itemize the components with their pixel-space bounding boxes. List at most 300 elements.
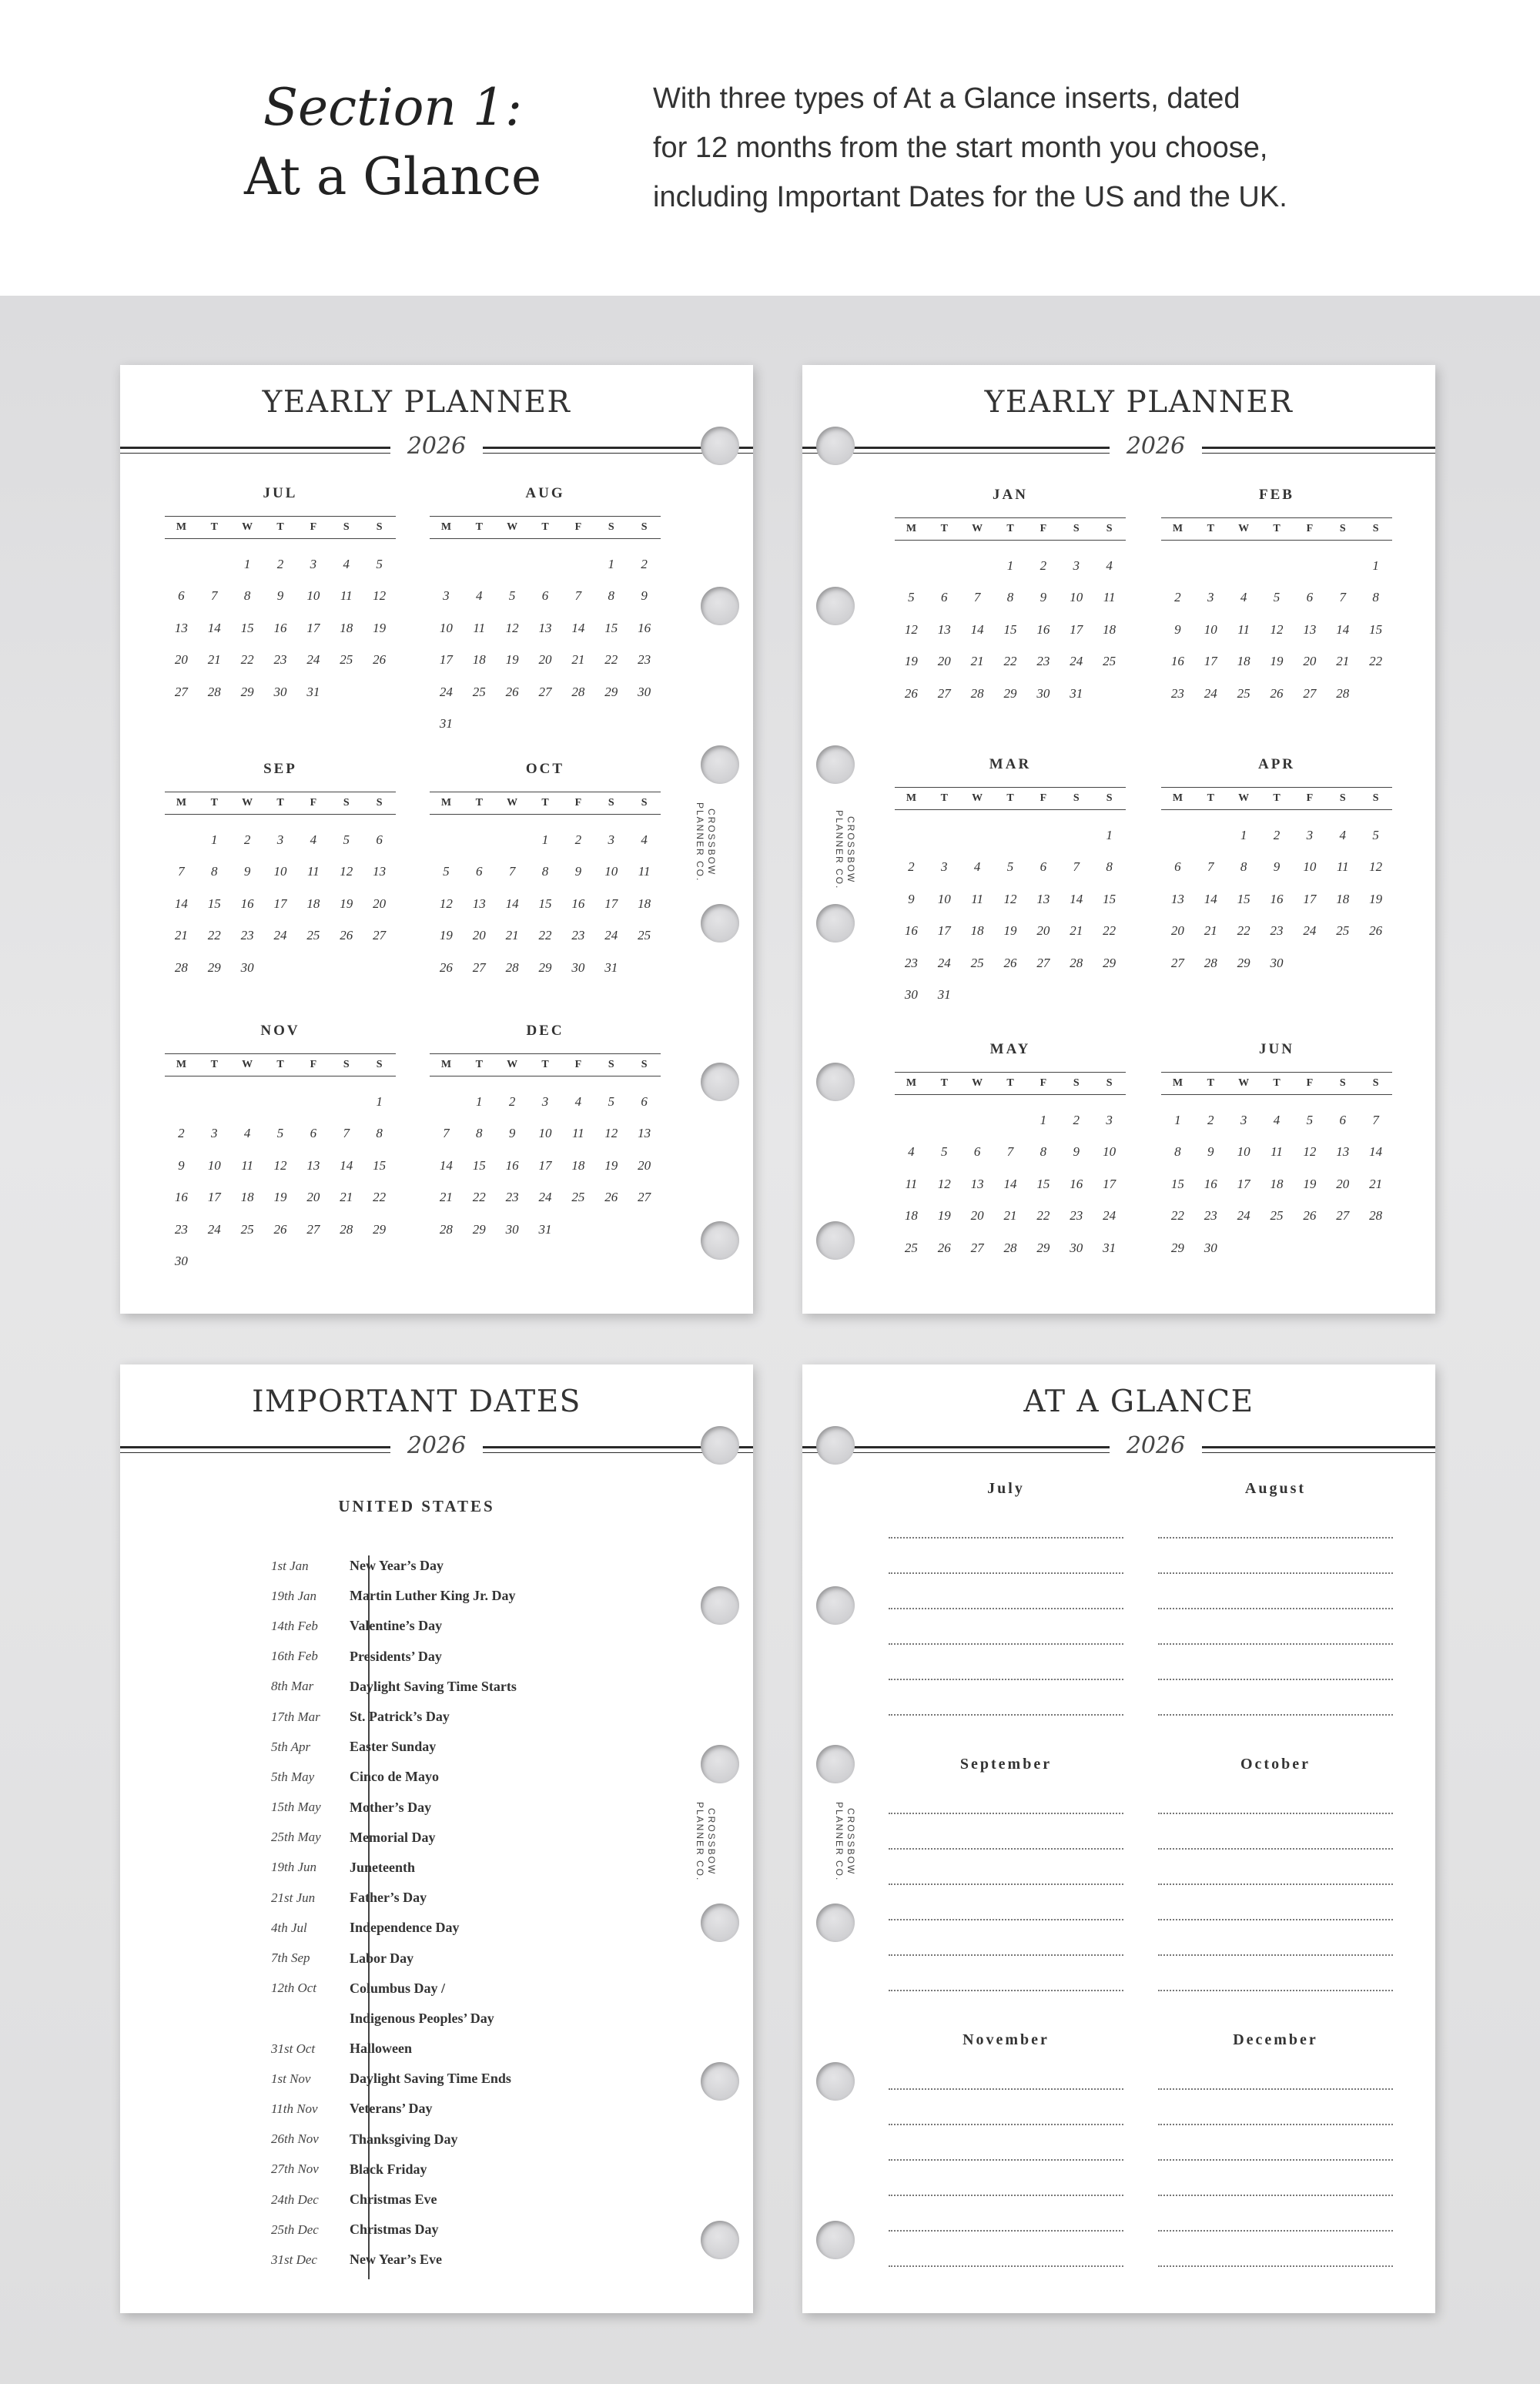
writing-line <box>1158 2161 1393 2196</box>
day-number: 26 <box>1270 685 1284 701</box>
day-number: 11 <box>1336 859 1349 875</box>
day-number: 15 <box>1003 621 1017 637</box>
day-number: 10 <box>1303 859 1317 875</box>
day-number: 26 <box>904 685 918 701</box>
day-number: 27 <box>638 1190 651 1205</box>
day-number: 22 <box>373 1190 387 1205</box>
day-number: 4 <box>243 1126 251 1141</box>
glance-month-november <box>889 2031 1123 2267</box>
week-row <box>165 1086 396 1118</box>
weekday-label: T <box>1006 792 1014 804</box>
punch-hole <box>816 427 855 465</box>
day-number: 30 <box>240 959 254 975</box>
day-number: 27 <box>1170 955 1184 970</box>
day-number: 22 <box>1103 923 1116 939</box>
weekday-label: T <box>1207 792 1214 804</box>
important-dates-list <box>271 1551 633 2275</box>
holiday-name: Columbus Day / <box>350 1980 446 1996</box>
day-number: 29 <box>240 684 254 699</box>
holiday-name: New Year’s Eve <box>350 2252 442 2268</box>
day-number: 11 <box>306 864 320 879</box>
weekday-label: W <box>242 1059 253 1070</box>
month-calendar-mar <box>895 756 1126 1011</box>
week-row <box>1161 1200 1392 1233</box>
day-number: 19 <box>439 928 453 943</box>
day-number: 3 <box>211 1126 218 1141</box>
important-date-row <box>271 1943 633 1973</box>
weekday-label: F <box>1040 792 1047 804</box>
day-number: 8 <box>1372 590 1379 605</box>
punch-hole <box>701 1221 739 1260</box>
weekday-label: S <box>1106 1077 1113 1089</box>
weekday-label: M <box>1172 523 1183 534</box>
day-number: 22 <box>1369 654 1383 669</box>
week-row <box>430 1118 661 1150</box>
brand-mark: CROSSBOW PLANNER CO. <box>695 802 717 882</box>
week-row <box>895 614 1126 646</box>
day-number: 24 <box>937 955 951 970</box>
month-name: JAN <box>993 487 1028 503</box>
day-number: 8 <box>243 588 251 604</box>
day-number: 1 <box>1174 1112 1181 1127</box>
weekday-label: M <box>440 1059 452 1070</box>
day-number: 28 <box>1070 955 1083 970</box>
day-number: 13 <box>174 620 188 635</box>
day-number: 26 <box>273 1221 287 1237</box>
week-row <box>430 856 661 889</box>
day-number: 19 <box>373 620 387 635</box>
day-number: 30 <box>505 1221 519 1237</box>
day-number: 21 <box>439 1190 453 1205</box>
holiday-name: Indigenous Peoples’ Day <box>350 2010 494 2026</box>
day-number: 17 <box>604 896 618 911</box>
day-number: 14 <box>174 896 188 911</box>
day-number: 21 <box>1336 654 1350 669</box>
weekday-label: T <box>1273 792 1281 804</box>
weekday-label: S <box>1339 792 1346 804</box>
day-number: 25 <box>970 955 984 970</box>
glance-month-september <box>889 1756 1123 1991</box>
punch-hole <box>816 2221 855 2259</box>
weekday-label: F <box>574 521 582 533</box>
week-row <box>430 1086 661 1118</box>
weekday-label: S <box>1073 1077 1080 1089</box>
day-number: 13 <box>937 621 951 637</box>
weekday-label: T <box>276 797 284 809</box>
holiday-date: 24th Dec <box>271 2191 319 2207</box>
day-number: 18 <box>1237 654 1250 669</box>
glance-month-name: July <box>987 1480 1025 1497</box>
writing-line <box>1158 2232 1393 2267</box>
weekday-label: T <box>475 797 483 809</box>
glance-month-name: November <box>962 2031 1050 2048</box>
writing-line <box>1158 2054 1393 2090</box>
day-number: 28 <box>1204 955 1217 970</box>
holiday-name: Presidents’ Day <box>350 1648 442 1664</box>
week-row <box>430 645 661 677</box>
day-number: 3 <box>1106 1112 1113 1127</box>
day-number: 16 <box>1070 1176 1083 1191</box>
punch-hole <box>816 587 855 625</box>
holiday-date: 25th Dec <box>271 2222 319 2237</box>
day-number: 10 <box>306 588 320 604</box>
day-number: 9 <box>178 1157 185 1173</box>
day-number: 2 <box>641 556 648 571</box>
important-date-row <box>271 1762 633 1792</box>
day-number: 14 <box>340 1157 353 1173</box>
day-number: 1 <box>1040 1112 1047 1127</box>
day-number: 12 <box>1270 621 1284 637</box>
day-number: 12 <box>904 621 918 637</box>
day-number: 20 <box>1336 1176 1350 1191</box>
day-number: 22 <box>207 928 221 943</box>
day-number: 10 <box>1237 1144 1250 1160</box>
day-number: 18 <box>970 923 984 939</box>
day-number: 3 <box>608 832 614 847</box>
week-row <box>430 952 661 984</box>
yearly-planner-page-jan-jun <box>802 365 1435 1314</box>
weekday-header <box>430 516 661 539</box>
weekday-label: W <box>507 1059 518 1070</box>
weekday-label: S <box>376 1059 383 1070</box>
day-number: 27 <box>174 684 188 699</box>
day-number: 26 <box>373 652 387 668</box>
glance-month-august <box>1158 1480 1393 1716</box>
glance-month-name: October <box>1240 1756 1311 1773</box>
weekday-header <box>165 516 396 539</box>
holiday-date: 1st Jan <box>271 1558 309 1573</box>
day-number: 25 <box>904 1240 918 1255</box>
day-number: 18 <box>571 1157 585 1173</box>
day-number: 5 <box>908 590 915 605</box>
day-number: 24 <box>1237 1208 1250 1224</box>
day-number: 23 <box>571 928 585 943</box>
week-row <box>895 1137 1126 1169</box>
writing-line <box>889 1850 1123 1885</box>
weekday-label: S <box>1372 1077 1379 1089</box>
day-grid <box>165 824 396 984</box>
weekday-label: T <box>210 521 218 533</box>
day-number: 9 <box>508 1126 516 1141</box>
holiday-name: Independence Day <box>350 1920 460 1936</box>
day-number: 30 <box>904 987 918 1003</box>
day-number: 15 <box>373 1157 387 1173</box>
day-number: 30 <box>638 684 651 699</box>
month-name: SEP <box>263 761 297 777</box>
day-number: 18 <box>240 1190 254 1205</box>
day-number: 10 <box>273 864 287 879</box>
month-name: MAR <box>989 756 1032 772</box>
holiday-name: Juneteenth <box>350 1859 415 1875</box>
day-number: 29 <box>1103 955 1116 970</box>
writing-line <box>889 1956 1123 1991</box>
holiday-date: 5th May <box>271 1769 315 1784</box>
day-number: 8 <box>541 864 549 879</box>
day-number: 18 <box>1103 621 1116 637</box>
important-date-row <box>271 1883 633 1913</box>
month-calendar-may <box>895 1041 1126 1264</box>
day-number: 24 <box>1204 685 1217 701</box>
weekday-label: S <box>641 797 648 809</box>
writing-line <box>889 2196 1123 2232</box>
day-number: 29 <box>538 959 552 975</box>
day-number: 17 <box>1204 654 1217 669</box>
month-name: OCT <box>525 761 565 777</box>
day-number: 21 <box>571 652 585 668</box>
day-number: 6 <box>178 588 185 604</box>
weekday-label: T <box>940 1077 948 1089</box>
day-number: 9 <box>1207 1144 1214 1160</box>
day-number: 2 <box>276 556 284 571</box>
week-row <box>1161 947 1392 979</box>
holiday-date: 21st Jun <box>271 1890 316 1905</box>
day-number: 21 <box>340 1190 353 1205</box>
day-number: 9 <box>1174 621 1181 637</box>
day-number: 21 <box>1003 1208 1017 1224</box>
day-number: 19 <box>937 1208 951 1224</box>
punch-hole <box>816 1221 855 1260</box>
weekday-header <box>895 787 1126 810</box>
weekday-label: M <box>176 1059 187 1070</box>
day-number: 29 <box>1003 685 1017 701</box>
day-number: 11 <box>571 1126 584 1141</box>
day-number: 10 <box>207 1157 221 1173</box>
week-row <box>430 1214 661 1246</box>
day-number: 12 <box>1303 1144 1317 1160</box>
day-number: 23 <box>1036 654 1050 669</box>
holiday-name: Halloween <box>350 2041 412 2057</box>
important-date-row <box>271 1611 633 1641</box>
week-row <box>165 1246 396 1278</box>
weekday-label: S <box>376 797 383 809</box>
week-row <box>1161 550 1392 582</box>
writing-line <box>1158 1609 1393 1645</box>
holiday-date: 27th Nov <box>271 2161 319 2177</box>
week-row <box>895 819 1126 852</box>
day-number: 28 <box>174 959 188 975</box>
day-number: 26 <box>439 959 453 975</box>
punch-hole <box>701 904 739 943</box>
writing-line <box>1158 1885 1393 1920</box>
weekday-label: T <box>475 1059 483 1070</box>
important-date-row <box>271 1853 633 1883</box>
day-number: 29 <box>1036 1240 1050 1255</box>
day-number: 7 <box>1207 859 1214 875</box>
day-number: 3 <box>443 588 450 604</box>
day-number: 2 <box>508 1093 516 1109</box>
day-number: 31 <box>604 959 618 975</box>
day-number: 7 <box>574 588 582 604</box>
day-number: 5 <box>1372 827 1379 842</box>
weekday-label: W <box>972 792 983 804</box>
day-number: 11 <box>241 1157 254 1173</box>
day-number: 23 <box>1170 685 1184 701</box>
glance-month-name: September <box>959 1756 1053 1773</box>
holiday-date: 15th May <box>271 1800 321 1815</box>
day-number: 11 <box>638 864 651 879</box>
weekday-header <box>895 1072 1126 1095</box>
day-number: 24 <box>604 928 618 943</box>
day-number: 26 <box>604 1190 618 1205</box>
weekday-label: M <box>906 1077 917 1089</box>
weekday-header <box>1161 787 1392 810</box>
day-number: 19 <box>1003 923 1017 939</box>
day-grid <box>895 550 1126 710</box>
writing-line <box>1158 2196 1393 2232</box>
day-number: 15 <box>604 620 618 635</box>
week-row <box>1161 883 1392 916</box>
week-row <box>1161 852 1392 884</box>
day-number: 25 <box>1270 1208 1284 1224</box>
day-number: 13 <box>970 1176 984 1191</box>
day-number: 22 <box>604 652 618 668</box>
day-number: 30 <box>1036 685 1050 701</box>
day-number: 12 <box>604 1126 618 1141</box>
weekday-header <box>165 1053 396 1076</box>
weekday-label: M <box>1172 792 1183 804</box>
writing-line <box>889 1574 1123 1609</box>
punch-hole <box>701 2062 739 2101</box>
holiday-date: 1st Nov <box>271 2071 311 2086</box>
writing-line <box>889 1814 1123 1850</box>
day-number: 5 <box>608 1093 614 1109</box>
week-row <box>430 612 661 645</box>
day-number: 3 <box>1240 1112 1247 1127</box>
day-number: 24 <box>273 928 287 943</box>
important-date-row <box>271 1913 633 1943</box>
day-number: 17 <box>1303 891 1317 906</box>
week-row <box>430 1182 661 1214</box>
week-row <box>895 550 1126 582</box>
weekday-label: S <box>1106 792 1113 804</box>
week-row <box>430 1150 661 1182</box>
day-number: 24 <box>538 1190 552 1205</box>
day-number: 15 <box>538 896 552 911</box>
weekday-label: T <box>541 1059 549 1070</box>
weekday-label: M <box>176 797 187 809</box>
day-number: 6 <box>541 588 549 604</box>
writing-line <box>1158 1920 1393 1956</box>
section-title-line2: At a Glance <box>243 147 542 206</box>
day-number: 18 <box>472 652 486 668</box>
day-number: 2 <box>574 832 582 847</box>
day-number: 9 <box>1073 1144 1080 1160</box>
holiday-date: 7th Sep <box>271 1950 310 1966</box>
day-number: 1 <box>1006 557 1014 573</box>
day-number: 9 <box>1040 590 1047 605</box>
day-number: 5 <box>941 1144 948 1160</box>
day-number: 13 <box>638 1126 651 1141</box>
week-row <box>1161 1104 1392 1137</box>
day-number: 20 <box>1036 923 1050 939</box>
weekday-label: T <box>1006 1077 1014 1089</box>
weekday-label: W <box>242 521 253 533</box>
day-number: 12 <box>1369 859 1383 875</box>
day-number: 12 <box>505 620 519 635</box>
day-number: 25 <box>472 684 486 699</box>
weekday-label: T <box>940 523 948 534</box>
day-number: 14 <box>505 896 519 911</box>
day-number: 27 <box>1303 685 1317 701</box>
holiday-name: Veterans’ Day <box>350 2101 433 2117</box>
day-number: 22 <box>1003 654 1017 669</box>
holiday-name: Cinco de Mayo <box>350 1769 439 1785</box>
important-date-row <box>271 1793 633 1823</box>
day-number: 27 <box>538 684 552 699</box>
day-number: 4 <box>641 832 648 847</box>
weekday-label: T <box>276 521 284 533</box>
writing-line <box>889 2125 1123 2161</box>
weekday-label: F <box>1040 523 1047 534</box>
week-row <box>430 708 661 741</box>
page-year: 2026 <box>390 433 483 460</box>
glance-month-october <box>1158 1756 1393 1991</box>
day-number: 6 <box>973 1144 981 1160</box>
week-row <box>165 952 396 984</box>
day-number: 19 <box>505 652 519 668</box>
writing-line <box>889 1885 1123 1920</box>
week-row <box>895 582 1126 614</box>
day-number: 24 <box>207 1221 221 1237</box>
day-number: 31 <box>538 1221 552 1237</box>
day-number: 2 <box>1073 1112 1080 1127</box>
day-number: 17 <box>538 1157 552 1173</box>
day-number: 14 <box>571 620 585 635</box>
day-number: 18 <box>904 1208 918 1224</box>
weekday-label: S <box>1073 792 1080 804</box>
holiday-date: 5th Apr <box>271 1739 311 1754</box>
day-number: 30 <box>1204 1240 1217 1255</box>
day-number: 7 <box>1372 1112 1379 1127</box>
day-number: 1 <box>1372 557 1379 573</box>
day-number: 14 <box>1336 621 1350 637</box>
day-number: 4 <box>574 1093 582 1109</box>
day-number: 11 <box>340 588 353 604</box>
day-number: 16 <box>273 620 287 635</box>
punch-hole <box>816 1586 855 1625</box>
day-number: 20 <box>306 1190 320 1205</box>
day-number: 28 <box>970 685 984 701</box>
section-description <box>653 74 1515 222</box>
day-number: 18 <box>1270 1176 1284 1191</box>
weekday-label: F <box>310 521 317 533</box>
day-number: 21 <box>1204 923 1217 939</box>
day-number: 6 <box>941 590 948 605</box>
writing-line <box>889 2054 1123 2090</box>
day-grid <box>165 548 396 708</box>
weekday-label: F <box>1306 792 1314 804</box>
important-date-row <box>271 2034 633 2064</box>
day-number: 3 <box>1207 590 1214 605</box>
punch-hole <box>701 745 739 784</box>
important-date-row <box>271 2094 633 2124</box>
day-number: 8 <box>211 864 218 879</box>
writing-line <box>1158 2090 1393 2125</box>
day-number: 7 <box>508 864 516 879</box>
day-number: 26 <box>1003 955 1017 970</box>
punch-hole <box>816 904 855 943</box>
punch-hole <box>701 1904 739 1942</box>
holiday-date: 19th Jun <box>271 1860 317 1875</box>
day-number: 10 <box>1204 621 1217 637</box>
day-number: 6 <box>1306 590 1314 605</box>
holiday-name: Christmas Day <box>350 2222 439 2238</box>
important-date-row <box>271 1672 633 1702</box>
week-row <box>165 920 396 953</box>
day-number: 18 <box>638 896 651 911</box>
day-number: 26 <box>505 684 519 699</box>
day-number: 23 <box>1070 1208 1083 1224</box>
